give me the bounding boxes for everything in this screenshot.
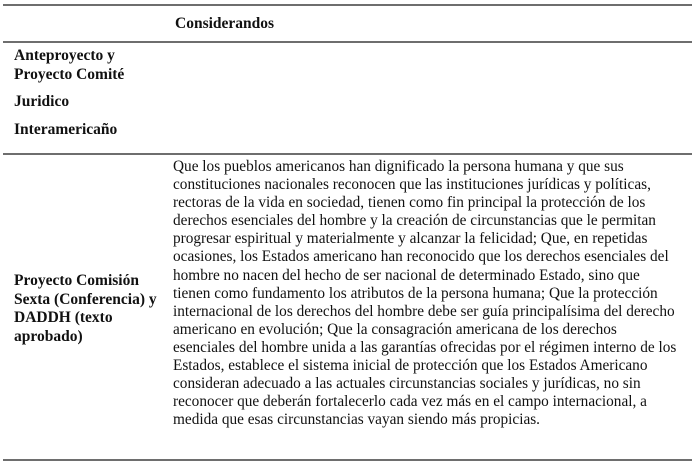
row-label-line: Anteproyecto y Proyecto Comité: [14, 47, 125, 83]
row-label-line: Interamericaño: [14, 120, 118, 138]
row-label-proyecto-comision: Proyecto Comisión Sexta (Conferencia) y DADDH (texto aprobado): [14, 272, 157, 345]
row-divider-rule: [3, 153, 692, 155]
row-label-line: Juridico: [14, 93, 70, 110]
column-header-considerandos: Considerandos: [175, 15, 275, 32]
table-top-rule: [3, 4, 692, 6]
header-bottom-rule: [3, 41, 692, 43]
table-bottom-rule: [3, 459, 692, 461]
row-content-considerandos: Que los pueblos americanos han dignificado la persona humana y que sus constituciones nacionales reconocen que las instituciones jurídicas y políticas, rectoras de la vida en sociedad, tienen como fin principal la protección de los derechos esenciales del hombre y la creación de circunstancias que le permitan progresar espiritual y materialmente y alcanzar la felicidad; Que, en repetidas ocasiones, los Estados americano han reconocido que los derechos esenciales del hombre no nacen del hecho de ser nacional de determinado Estado, sino que tienen como fundamento los atributos de la persona humana; Que la protección internacional de los derechos del hombre debe ser guía principalísima del derecho americano en evolución; Que la consagración americana de los derechos esenciales del hombre unida a las garantías ofrecidas por el régimen interno de los Estados, establece el sistema inicial de protección que los Estados Americano consideran adecuado a las actuales circunstancias sociales y jurídicas, no sin reconocer que deberán fortalecerlo cada vez más en el campo internacional, a medida que esas circunstancias vayan siendo más propicias.: [173, 158, 677, 429]
row-label-anteproyecto: [14, 47, 164, 148]
